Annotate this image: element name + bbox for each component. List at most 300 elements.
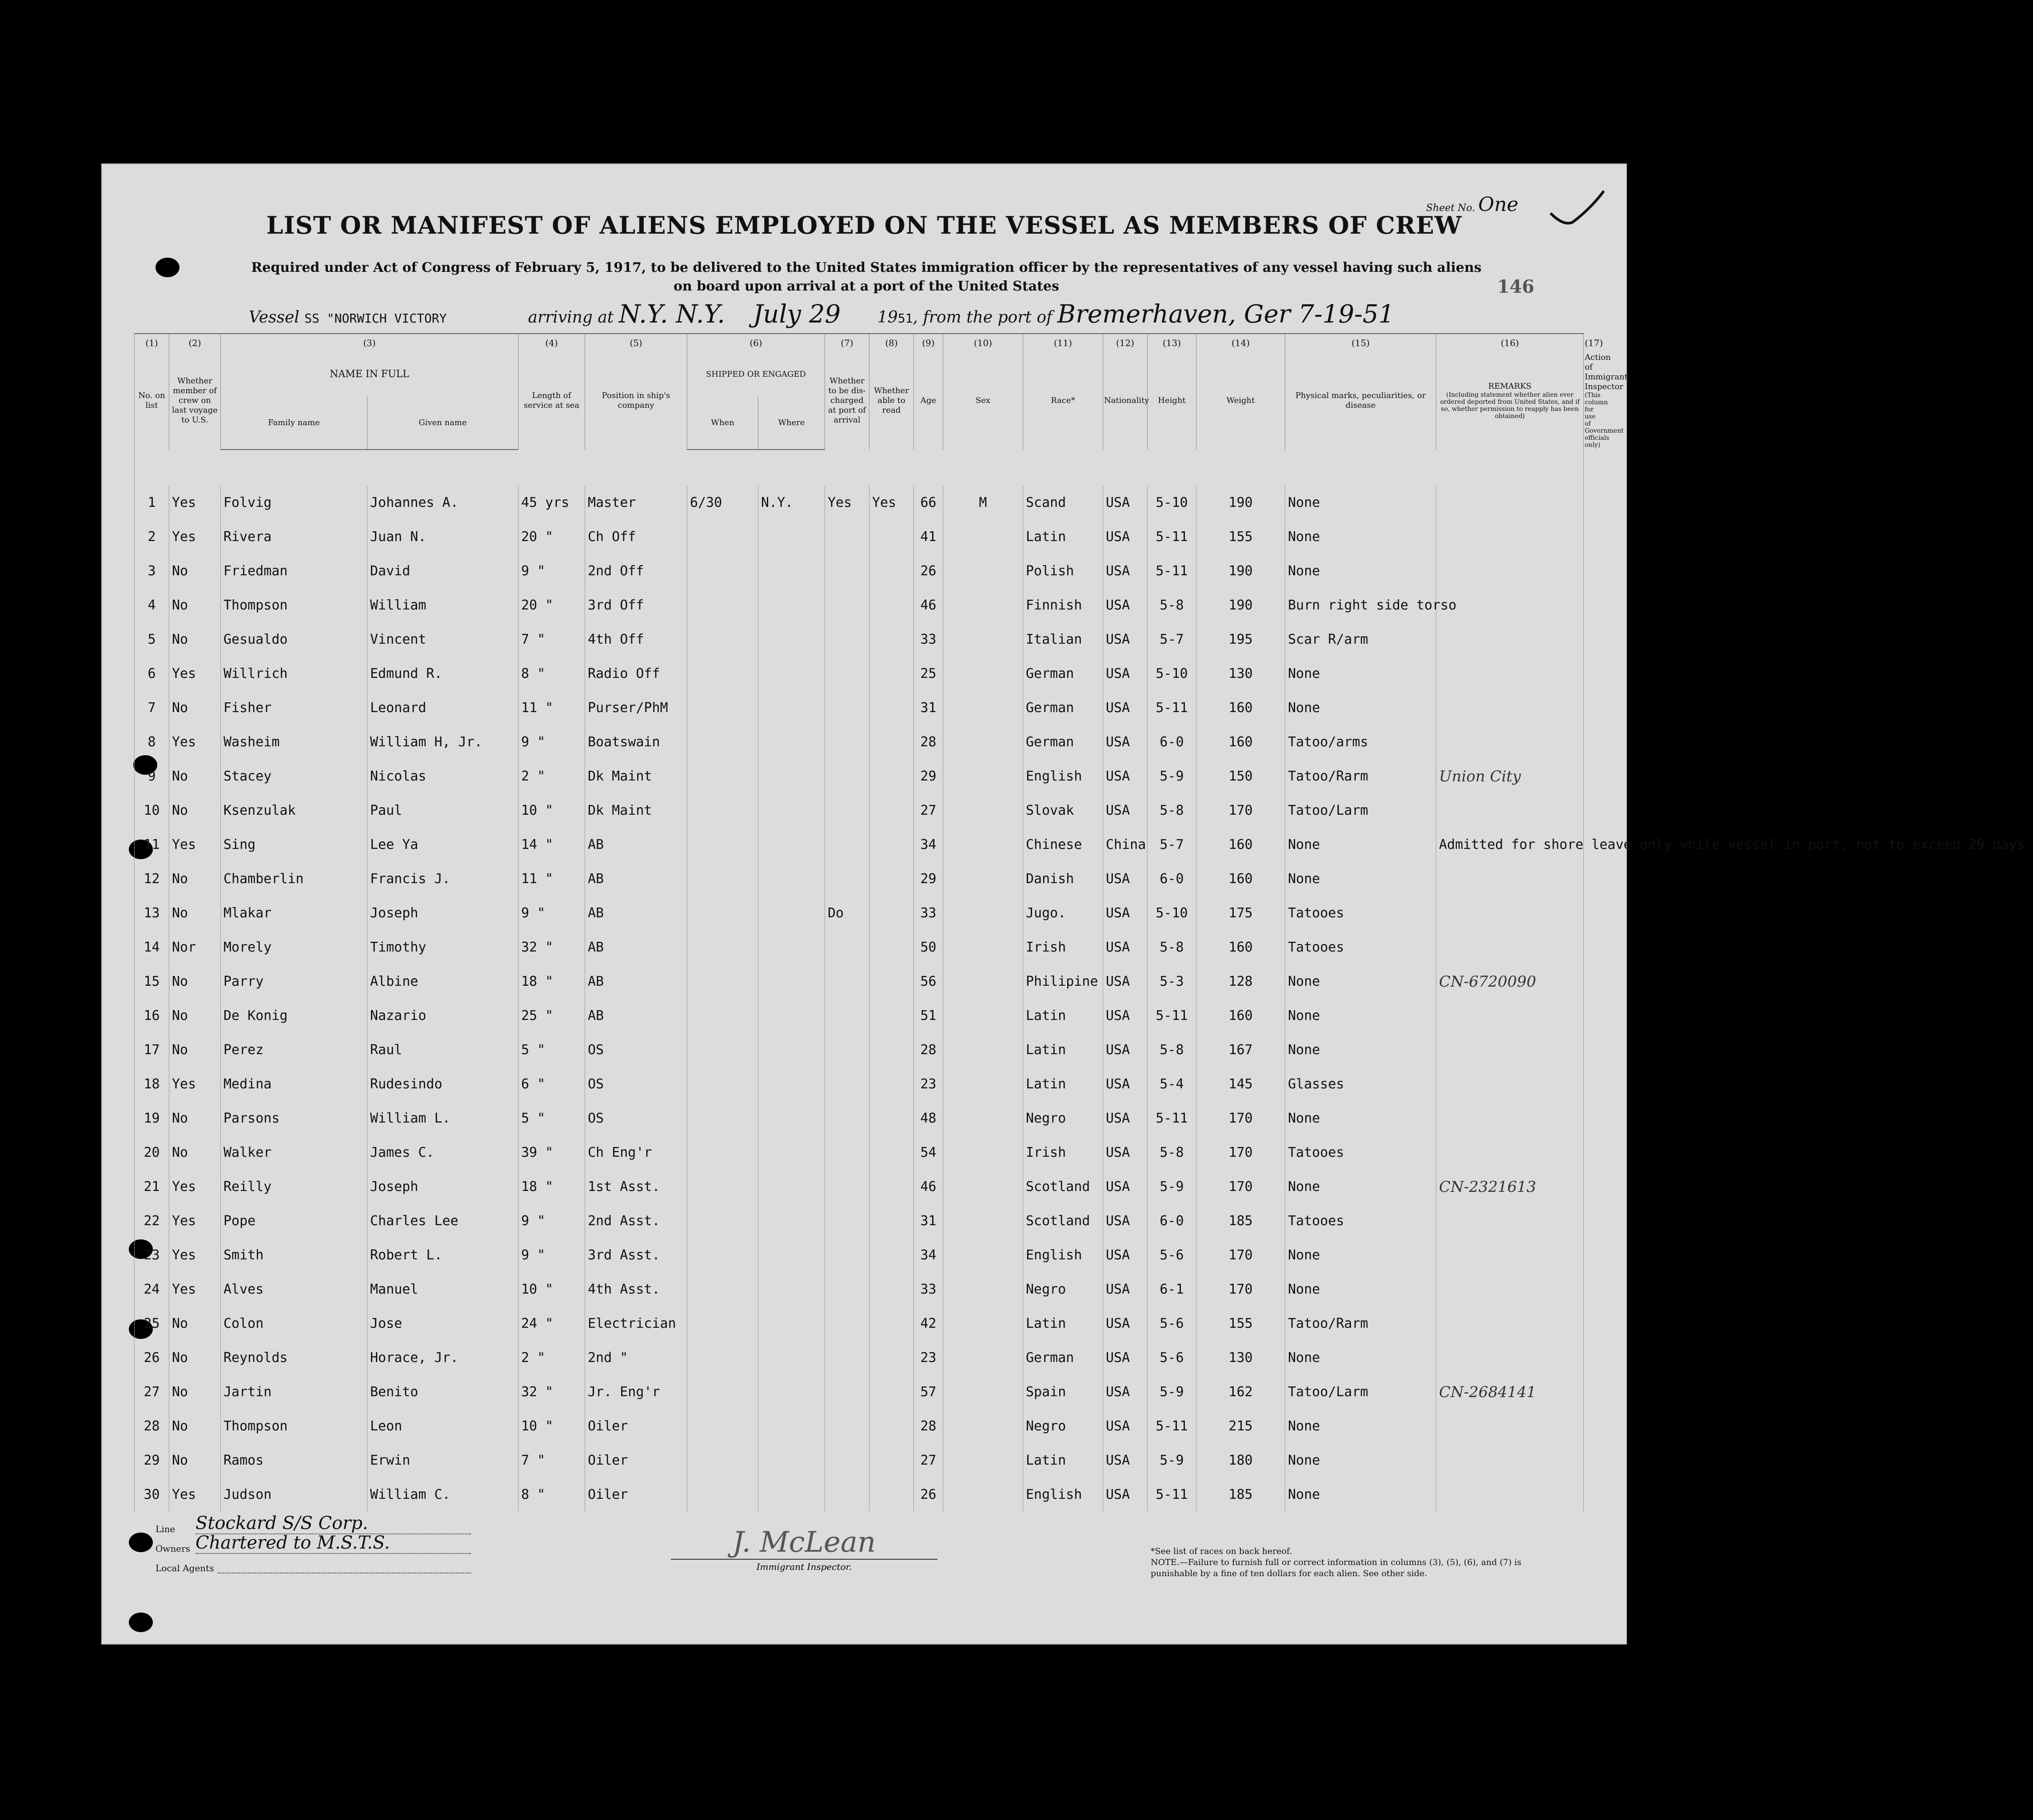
cell-family: Jartin (221, 1375, 367, 1409)
cell-physical: None (1285, 1101, 1436, 1135)
cell-no: 3 (135, 554, 169, 588)
cell-sex (943, 588, 1023, 622)
cell-read (869, 520, 914, 554)
cell-sex (943, 1409, 1023, 1443)
colnum-14: (14) (1196, 334, 1285, 352)
cell-weight: 145 (1196, 1067, 1285, 1101)
cell-height: 5-9 (1148, 759, 1196, 793)
cell-service: 32 " (518, 930, 585, 964)
cell-weight: 170 (1196, 1272, 1285, 1306)
cell-where (758, 691, 825, 725)
cell-age: 33 (914, 896, 943, 930)
cell-nationality: USA (1103, 793, 1148, 828)
cell-physical: None (1285, 554, 1436, 588)
arriving-port: N.Y. N.Y. (618, 300, 726, 329)
cell-position: Oiler (585, 1409, 687, 1443)
signature-text: J. McLean (732, 1526, 876, 1559)
cell-age: 28 (914, 725, 943, 759)
cell-discharged (825, 1443, 869, 1478)
cell-no: 17 (135, 1033, 169, 1067)
cell-physical: Glasses (1285, 1067, 1436, 1101)
cell-nationality: USA (1103, 1238, 1148, 1272)
punch-hole (155, 258, 179, 277)
inspector-label: Immigrant Inspector. (671, 1559, 937, 1572)
cell-physical: Tatoo/Larm (1285, 793, 1436, 828)
cell-physical: None (1285, 862, 1436, 896)
cell-height: 5-8 (1148, 1033, 1196, 1067)
cell-no: 23 (135, 1238, 169, 1272)
cell-sex: M (943, 486, 1023, 520)
cell-height: 5-10 (1148, 896, 1196, 930)
cell-read (869, 930, 914, 964)
cell-discharged (825, 1238, 869, 1272)
cell-member: Yes (169, 1204, 221, 1238)
punch-hole (129, 1613, 153, 1632)
cell-member: Yes (169, 657, 221, 691)
cell-position: 2nd " (585, 1341, 687, 1375)
cell-height: 5-6 (1148, 1238, 1196, 1272)
cell-nationality: USA (1103, 725, 1148, 759)
cell-member: No (169, 1443, 221, 1478)
table-row (135, 793, 1584, 828)
cell-sex (943, 1272, 1023, 1306)
colnum-12: (12) (1103, 334, 1148, 352)
cell-no: 4 (135, 588, 169, 622)
cell-read (869, 759, 914, 793)
cell-service: 7 " (518, 622, 585, 657)
cell-no: 29 (135, 1443, 169, 1478)
cell-read (869, 588, 914, 622)
cell-physical: Tatoo/Larm (1285, 1375, 1436, 1409)
header-where: Where (758, 397, 825, 450)
cell-service: 2 " (518, 759, 585, 793)
cell-no: 16 (135, 999, 169, 1033)
cell-member: Yes (169, 828, 221, 862)
cell-service: 6 " (518, 1067, 585, 1101)
cell-service: 14 " (518, 828, 585, 862)
cell-no: 30 (135, 1478, 169, 1512)
colnum-6: (6) (687, 334, 825, 352)
cell-sex (943, 1341, 1023, 1375)
cell-family: Chamberlin (221, 862, 367, 896)
cell-where (758, 1478, 825, 1512)
cell-when (687, 759, 758, 793)
cell-where: N.Y. (758, 486, 825, 520)
cell-family: Washeim (221, 725, 367, 759)
cell-when (687, 520, 758, 554)
header-service: Length of service at sea (518, 352, 585, 450)
cell-race: English (1023, 759, 1103, 793)
cell-race: Jugo. (1023, 896, 1103, 930)
punch-hole (129, 1533, 153, 1552)
cell-where (758, 1375, 825, 1409)
cell-where (758, 759, 825, 793)
header-when: When (687, 397, 758, 450)
cell-member: No (169, 793, 221, 828)
cell-age: 31 (914, 691, 943, 725)
cell-race: Philipine (1023, 964, 1103, 999)
cell-age: 27 (914, 793, 943, 828)
cell-given: Lee Ya (367, 828, 518, 862)
cell-given: Horace, Jr. (367, 1341, 518, 1375)
cell-age: 27 (914, 1443, 943, 1478)
cell-race: Italian (1023, 622, 1103, 657)
cell-height: 5-9 (1148, 1443, 1196, 1478)
cell-position: 4th Asst. (585, 1272, 687, 1306)
line-value: Stockard S/S Corp. (195, 1513, 471, 1534)
cell-family: Rivera (221, 520, 367, 554)
agents-row (155, 1554, 471, 1573)
cell-physical: None (1285, 1272, 1436, 1306)
colnum-16: (16) (1436, 334, 1584, 352)
cell-discharged (825, 622, 869, 657)
cell-where (758, 999, 825, 1033)
cell-physical: None (1285, 1170, 1436, 1204)
owners-value: Chartered to M.S.T.S. (195, 1533, 471, 1554)
header-given-name: Given name (367, 397, 518, 450)
table-row (135, 999, 1584, 1033)
cell-age: 50 (914, 930, 943, 964)
cell-no: 21 (135, 1170, 169, 1204)
from-port: Bremerhaven, Ger 7-19-51 (1057, 300, 1395, 329)
cell-position: Ch Off (585, 520, 687, 554)
cell-nationality: USA (1103, 1409, 1148, 1443)
cell-remarks: CN-2684141 (1436, 1375, 1584, 1409)
cell-where (758, 964, 825, 999)
cell-given: Rudesindo (367, 1067, 518, 1101)
cell-height: 5-8 (1148, 930, 1196, 964)
cell-discharged: Yes (825, 486, 869, 520)
cell-sex (943, 896, 1023, 930)
table-row (135, 1238, 1584, 1272)
cell-when (687, 1101, 758, 1135)
cell-weight: 215 (1196, 1409, 1285, 1443)
cell-where (758, 1409, 825, 1443)
cell-where (758, 588, 825, 622)
cell-weight: 190 (1196, 554, 1285, 588)
cell-age: 25 (914, 657, 943, 691)
cell-sex (943, 725, 1023, 759)
header-race: Race* (1023, 352, 1103, 450)
cell-race: German (1023, 657, 1103, 691)
cell-sex (943, 1478, 1023, 1512)
cell-where (758, 622, 825, 657)
cell-position: Oiler (585, 1478, 687, 1512)
cell-member: Yes (169, 1170, 221, 1204)
cell-service: 10 " (518, 1409, 585, 1443)
cell-family: Morely (221, 930, 367, 964)
cell-position: AB (585, 964, 687, 999)
cell-discharged (825, 691, 869, 725)
cell-sex (943, 657, 1023, 691)
table-row (135, 588, 1584, 622)
table-row (135, 1033, 1584, 1067)
cell-given: Vincent (367, 622, 518, 657)
cell-physical: Tatoo/arms (1285, 725, 1436, 759)
cell-age: 26 (914, 1478, 943, 1512)
cell-nationality: USA (1103, 1033, 1148, 1067)
cell-position: OS (585, 1101, 687, 1135)
cell-given: William H, Jr. (367, 725, 518, 759)
cell-family: Judson (221, 1478, 367, 1512)
cell-where (758, 1443, 825, 1478)
cell-no: 2 (135, 520, 169, 554)
cell-race: Latin (1023, 1067, 1103, 1101)
colnum-9: (9) (914, 334, 943, 352)
cell-nationality: USA (1103, 1067, 1148, 1101)
table-row (135, 725, 1584, 759)
cell-sex (943, 999, 1023, 1033)
header-weight: Weight (1196, 352, 1285, 450)
cell-when (687, 1443, 758, 1478)
cell-race: Latin (1023, 1443, 1103, 1478)
cell-race: Irish (1023, 930, 1103, 964)
cell-discharged (825, 1101, 869, 1135)
cell-read (869, 1409, 914, 1443)
cell-when (687, 999, 758, 1033)
cell-race: German (1023, 725, 1103, 759)
header-position: Position in ship's company (585, 352, 687, 450)
cell-race: Danish (1023, 862, 1103, 896)
cell-remarks (1436, 1238, 1584, 1272)
cell-position: OS (585, 1067, 687, 1101)
cell-remarks (1436, 1272, 1584, 1306)
cell-family: Friedman (221, 554, 367, 588)
cell-when (687, 691, 758, 725)
cell-given: Joseph (367, 896, 518, 930)
cell-remarks (1436, 896, 1584, 930)
cell-when: 6/30 (687, 486, 758, 520)
table-row (135, 1204, 1584, 1238)
colnum-3: (3) (221, 334, 518, 352)
cell-age: 29 (914, 862, 943, 896)
table-row (135, 1170, 1584, 1204)
table-row (135, 520, 1584, 554)
cell-position: Radio Off (585, 657, 687, 691)
cell-remarks (1436, 520, 1584, 554)
cell-where (758, 1306, 825, 1341)
cell-age: 56 (914, 964, 943, 999)
cell-no: 5 (135, 622, 169, 657)
cell-position: 1st Asst. (585, 1170, 687, 1204)
cell-discharged (825, 554, 869, 588)
cell-weight: 160 (1196, 828, 1285, 862)
cell-race: Negro (1023, 1272, 1103, 1306)
cell-weight: 170 (1196, 793, 1285, 828)
cell-read (869, 828, 914, 862)
cell-service: 18 " (518, 1170, 585, 1204)
table-row (135, 896, 1584, 930)
cell-service: 18 " (518, 964, 585, 999)
cell-weight: 160 (1196, 930, 1285, 964)
cell-remarks (1436, 486, 1584, 520)
cell-weight: 175 (1196, 896, 1285, 930)
table-row (135, 862, 1584, 896)
cell-remarks (1436, 1306, 1584, 1341)
cell-family: Mlakar (221, 896, 367, 930)
cell-position: Oiler (585, 1443, 687, 1478)
cell-sex (943, 1204, 1023, 1238)
cell-when (687, 1341, 758, 1375)
table-row (135, 1443, 1584, 1478)
cell-race: Spain (1023, 1375, 1103, 1409)
cell-weight: 170 (1196, 1101, 1285, 1135)
cell-read (869, 964, 914, 999)
year-suffix: 51 (897, 311, 913, 326)
cell-where (758, 1067, 825, 1101)
spacer-row (135, 450, 1584, 486)
from-label: from the port of (923, 308, 1052, 327)
cell-discharged (825, 964, 869, 999)
cell-discharged (825, 862, 869, 896)
colnum-2: (2) (169, 334, 221, 352)
cell-discharged (825, 1272, 869, 1306)
cell-physical: Tatooes (1285, 930, 1436, 964)
cell-age: 46 (914, 588, 943, 622)
cell-discharged (825, 930, 869, 964)
cell-sex (943, 1067, 1023, 1101)
cell-nationality: USA (1103, 1478, 1148, 1512)
cell-physical: None (1285, 999, 1436, 1033)
cell-member: No (169, 1341, 221, 1375)
table-row (135, 486, 1584, 520)
cell-when (687, 1170, 758, 1204)
cell-member: No (169, 588, 221, 622)
cell-service: 8 " (518, 657, 585, 691)
cell-read (869, 793, 914, 828)
cell-when (687, 1033, 758, 1067)
cell-family: Gesualdo (221, 622, 367, 657)
cell-where (758, 1101, 825, 1135)
cell-race: German (1023, 691, 1103, 725)
cell-height: 5-9 (1148, 1375, 1196, 1409)
cell-race: Finnish (1023, 588, 1103, 622)
page-title: LIST OR MANIFEST OF ALIENS EMPLOYED ON THE VESSEL AS MEMBERS OF CREW (266, 211, 1462, 239)
cell-height: 5-11 (1148, 1409, 1196, 1443)
cell-service: 24 " (518, 1306, 585, 1341)
cell-weight: 195 (1196, 622, 1285, 657)
cell-no: 10 (135, 793, 169, 828)
cell-when (687, 657, 758, 691)
page-subtitle: Required under Act of Congress of February 5, 1917, to be delivered to the United States immigration officer by the representatives of any vessel having such aliens on board upon arrival at a port of the United States (251, 260, 1482, 294)
cell-nationality: USA (1103, 554, 1148, 588)
cell-read (869, 1204, 914, 1238)
cell-where (758, 793, 825, 828)
cell-physical: Tatoo/Rarm (1285, 1306, 1436, 1341)
cell-where (758, 1135, 825, 1170)
cell-remarks (1436, 793, 1584, 828)
cell-remarks (1436, 622, 1584, 657)
cell-discharged (825, 588, 869, 622)
cell-discharged (825, 725, 869, 759)
cell-height: 6-0 (1148, 1204, 1196, 1238)
cell-member: Yes (169, 725, 221, 759)
cell-member: No (169, 759, 221, 793)
cell-physical: None (1285, 1033, 1436, 1067)
cell-given: Nazario (367, 999, 518, 1033)
cell-member: No (169, 1101, 221, 1135)
table-row (135, 1341, 1584, 1375)
colnum-4: (4) (518, 334, 585, 352)
cell-read (869, 622, 914, 657)
cell-member: No (169, 554, 221, 588)
cell-read (869, 1375, 914, 1409)
cell-nationality: USA (1103, 520, 1148, 554)
cell-when (687, 828, 758, 862)
cell-family: De Konig (221, 999, 367, 1033)
cell-race: Negro (1023, 1101, 1103, 1135)
cell-physical: Tatooes (1285, 1135, 1436, 1170)
cell-height: 5-11 (1148, 1478, 1196, 1512)
cell-physical: Scar R/arm (1285, 622, 1436, 657)
cell-sex (943, 622, 1023, 657)
cell-no: 19 (135, 1101, 169, 1135)
cell-race: Latin (1023, 1033, 1103, 1067)
cell-physical: None (1285, 486, 1436, 520)
cell-discharged (825, 1478, 869, 1512)
cell-read (869, 657, 914, 691)
cell-no: 1 (135, 486, 169, 520)
manifest-table-wrap (134, 333, 2033, 1512)
cell-physical: None (1285, 1409, 1436, 1443)
cell-height: 5-9 (1148, 1170, 1196, 1204)
note-text: NOTE.—Failure to furnish full or correct information in columns (3), (5), (6), and (7) is punishable by a fine of ten dollars for each alien. See other side. (1151, 1557, 1522, 1578)
cell-remarks (1436, 999, 1584, 1033)
table-row (135, 691, 1584, 725)
cell-nationality: USA (1103, 1170, 1148, 1204)
cell-read: Yes (869, 486, 914, 520)
sheet-value: One (1478, 193, 1519, 216)
cell-sex (943, 862, 1023, 896)
cell-height: 5-4 (1148, 1067, 1196, 1101)
cell-service: 5 " (518, 1101, 585, 1135)
cell-service: 9 " (518, 1238, 585, 1272)
header-no: No. on list (135, 352, 169, 450)
cell-family: Thompson (221, 588, 367, 622)
cell-sex (943, 1033, 1023, 1067)
cell-member: No (169, 964, 221, 999)
cell-no: 27 (135, 1375, 169, 1409)
table-row (135, 1272, 1584, 1306)
cell-read (869, 1067, 914, 1101)
cell-nationality: USA (1103, 486, 1148, 520)
cell-remarks (1436, 657, 1584, 691)
cell-position: AB (585, 828, 687, 862)
cell-height: 6-0 (1148, 725, 1196, 759)
colnum-7: (7) (825, 334, 869, 352)
cell-where (758, 1204, 825, 1238)
cell-nationality: China (1103, 828, 1148, 862)
cell-nationality: USA (1103, 999, 1148, 1033)
cell-given: Erwin (367, 1443, 518, 1478)
cell-physical: Tatoo/Rarm (1285, 759, 1436, 793)
sheet-label: Sheet No. (1426, 203, 1475, 214)
cell-when (687, 725, 758, 759)
cell-read (869, 1033, 914, 1067)
cell-given: William L. (367, 1101, 518, 1135)
cell-no: 26 (135, 1341, 169, 1375)
year-prefix: 19 (877, 308, 898, 327)
cell-height: 5-3 (1148, 964, 1196, 999)
arriving-date: July 29 (753, 300, 841, 329)
cell-when (687, 862, 758, 896)
cell-height: 5-8 (1148, 588, 1196, 622)
cell-service: 10 " (518, 1272, 585, 1306)
cell-position: Electrician (585, 1306, 687, 1341)
cell-service: 20 " (518, 520, 585, 554)
colnum-10: (10) (943, 334, 1023, 352)
cell-given: Robert L. (367, 1238, 518, 1272)
